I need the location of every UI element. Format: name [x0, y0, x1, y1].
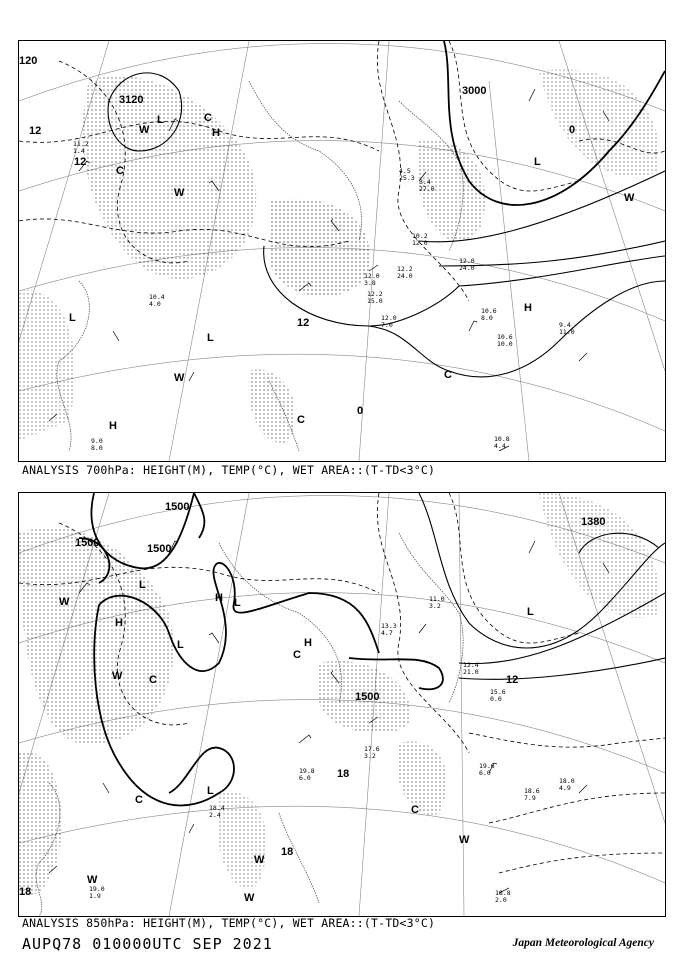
system-marker: H — [304, 637, 312, 649]
obs-dew: 3.8 — [364, 279, 376, 287]
obs-dew: 7.0 — [381, 321, 393, 329]
obs-temp: 9.4 — [559, 321, 571, 329]
obs-temp: 18.8 — [495, 889, 511, 897]
obs-temp: 10.4 — [149, 293, 165, 301]
system-marker: L — [177, 639, 184, 651]
system-marker: C — [204, 112, 212, 124]
contour-label: 12 — [29, 125, 42, 137]
system-marker: L — [207, 332, 214, 344]
obs-dew: 3.2 — [429, 602, 441, 610]
system-marker: L — [527, 606, 534, 618]
obs-temp: 12.2 — [397, 265, 413, 273]
obs-dew: 10.0 — [497, 340, 513, 348]
obs-dew: 6.0 — [479, 769, 491, 777]
contour-label: 1380 — [581, 516, 606, 528]
obs-dew: 8.0 — [481, 314, 493, 322]
contour-label: 120 — [19, 55, 38, 67]
chart-code-and-time: AUPQ78 010000UTC SEP 2021 — [22, 935, 273, 953]
wet-areas — [19, 69, 660, 442]
system-marker: L — [69, 312, 76, 324]
contour-label: 1500 — [75, 537, 100, 549]
system-marker: W — [244, 892, 255, 904]
obs-temp: 19.6 — [479, 762, 495, 770]
system-marker: H — [215, 592, 223, 604]
obs-dew: 7.9 — [524, 794, 536, 802]
obs-temp: 10.2 — [412, 232, 428, 240]
caption-850hpa: ANALYSIS 850hPa: HEIGHT(M), TEMP(°C), WET AREA::(T-TD<3°C) — [22, 916, 436, 930]
obs-dew: 4.9 — [559, 784, 571, 792]
system-marker: W — [174, 372, 185, 384]
obs-temp: 12.0 — [459, 257, 475, 265]
system-marker: C — [411, 804, 419, 816]
system-marker: C — [149, 674, 157, 686]
obs-temp: 10.6 — [481, 307, 497, 315]
system-marker: L — [234, 597, 241, 609]
system-marker: L — [207, 785, 214, 797]
obs-dew: 0.0 — [490, 695, 502, 703]
obs-dew: 4.4 — [494, 442, 506, 450]
system-marker: W — [174, 187, 185, 199]
obs-temp: 18.0 — [559, 777, 575, 785]
obs-dew: 2.4 — [209, 811, 221, 819]
contour-label: 0 — [357, 405, 364, 417]
obs-temp: 18.6 — [524, 787, 540, 795]
system-marker: H — [212, 127, 220, 139]
system-marker: C — [444, 369, 452, 381]
system-marker: W — [624, 192, 635, 204]
obs-dew: 1.4 — [73, 147, 85, 155]
obs-temp: 12.2 — [367, 290, 383, 298]
map-panel-700hpa — [18, 40, 666, 462]
obs-temp: 17.6 — [364, 745, 380, 753]
obs-temp: 3.4 — [419, 178, 431, 186]
obs-dew: 27.0 — [419, 185, 435, 193]
system-marker: C — [116, 165, 124, 177]
system-marker: W — [59, 596, 70, 608]
obs-temp: 19.8 — [299, 767, 315, 775]
obs-dew: 25.3 — [399, 174, 415, 182]
obs-dew: 4.0 — [149, 300, 161, 308]
obs-temp: 10.6 — [497, 333, 513, 341]
obs-temp: 11.0 — [429, 595, 445, 603]
system-marker: W — [87, 874, 98, 886]
obs-dew: 6.0 — [299, 774, 311, 782]
contour-label: 18 — [337, 768, 350, 780]
contour-label: 1500 — [355, 691, 380, 703]
system-marker: L — [157, 114, 164, 126]
system-marker: H — [524, 302, 532, 314]
map-700hpa — [19, 41, 665, 461]
obs-dew: 4.7 — [381, 629, 393, 637]
system-marker: C — [293, 649, 301, 661]
obs-dew: 2.0 — [495, 896, 507, 904]
obs-dew: 1.9 — [89, 892, 101, 900]
obs-dew: 21.0 — [463, 668, 479, 676]
system-marker: H — [109, 420, 117, 432]
obs-temp: 9.0 — [91, 437, 103, 445]
contour-label: 3120 — [119, 94, 144, 106]
contour-label: 12 — [297, 317, 310, 329]
obs-dew: 24.0 — [397, 272, 413, 280]
contour-label: 18 — [19, 886, 32, 898]
system-marker: W — [254, 854, 265, 866]
obs-temp: 4.5 — [399, 167, 411, 175]
obs-dew: 12.0 — [412, 239, 428, 247]
system-marker: C — [135, 794, 143, 806]
contour-label: 12 — [74, 156, 87, 168]
system-marker: W — [112, 670, 123, 682]
wet-areas — [19, 493, 660, 897]
obs-dew: 11.0 — [559, 328, 575, 336]
obs-temp: 15.6 — [490, 688, 506, 696]
system-marker: W — [459, 834, 470, 846]
system-marker: L — [534, 156, 541, 168]
map-850hpa — [19, 493, 665, 916]
obs-temp: 12.0 — [381, 314, 397, 322]
obs-dew: 24.0 — [459, 264, 475, 272]
contour-label: 18 — [281, 846, 294, 858]
map-panel-850hpa — [18, 492, 666, 917]
system-marker: W — [139, 124, 150, 136]
system-marker: C — [297, 414, 305, 426]
system-marker: H — [115, 617, 123, 629]
obs-dew: 8.0 — [91, 444, 103, 452]
contour-label: 12 — [506, 674, 519, 686]
obs-temp: 19.0 — [89, 885, 105, 893]
system-marker: L — [139, 579, 146, 591]
obs-temp: 18.4 — [209, 804, 225, 812]
contour-label: 0 — [569, 124, 576, 136]
contour-label: 1500 — [165, 501, 190, 513]
obs-temp: 11.2 — [73, 140, 89, 148]
obs-dew: 15.0 — [367, 297, 383, 305]
agency-name: Japan Meteorological Agency — [512, 937, 654, 949]
contour-label: 3000 — [462, 85, 487, 97]
caption-700hpa: ANALYSIS 700hPa: HEIGHT(M), TEMP(°C), WET AREA::(T-TD<3°C) — [22, 463, 436, 477]
contour-label: 1500 — [147, 543, 172, 555]
obs-temp: 12.0 — [364, 272, 380, 280]
obs-temp: 12.4 — [463, 661, 479, 669]
obs-temp: 10.8 — [494, 435, 510, 443]
obs-dew: 3.2 — [364, 752, 376, 760]
obs-temp: 13.3 — [381, 622, 397, 630]
